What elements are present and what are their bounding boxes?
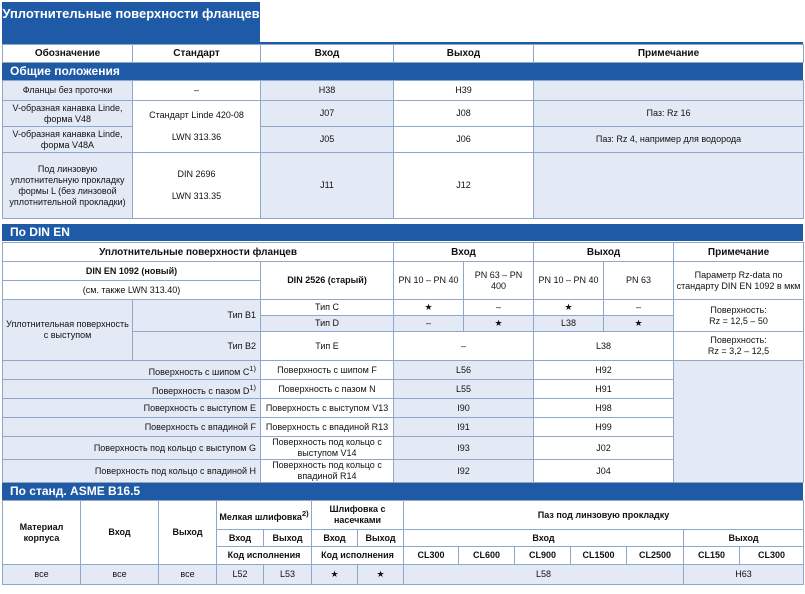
table-cell: I92 bbox=[394, 460, 534, 483]
footnote-mark: 1) bbox=[249, 363, 256, 373]
col-header-note: Примечание bbox=[534, 45, 804, 63]
table-cell: J04 bbox=[534, 460, 674, 483]
table-row-label: Поверхность с впадиной F bbox=[3, 418, 261, 437]
fine-label: Мелкая шлифовка bbox=[219, 511, 302, 522]
class-cl900: CL900 bbox=[515, 547, 571, 565]
page-title: Уплотнительные поверхности фланцев bbox=[2, 2, 260, 42]
table-cell: H92 bbox=[534, 361, 674, 380]
section-general: Общие положения bbox=[2, 63, 803, 80]
rz-value: Rz = 3,2 – 12,5 bbox=[707, 346, 770, 356]
table-cell: L56 bbox=[394, 361, 534, 380]
class-cl2500: CL2500 bbox=[627, 547, 684, 565]
type-b2: Тип B2 bbox=[133, 332, 261, 361]
table-cell: Паз: Rz 16 bbox=[534, 101, 804, 127]
star-cell: ★ bbox=[394, 300, 464, 316]
header-surfaces: Уплотнительные поверхности фланцев bbox=[3, 243, 394, 262]
table-cell: Поверхность с пазом N bbox=[261, 380, 394, 399]
table-cell: J06 bbox=[394, 127, 534, 153]
table-cell: Паз: Rz 4, например для водорода bbox=[534, 127, 804, 153]
pn-in-1: PN 10 – PN 40 bbox=[394, 262, 464, 300]
header-fine-grinding bbox=[217, 501, 312, 530]
standard-linde: Стандарт Linde 420-08 bbox=[149, 110, 244, 120]
table-cell bbox=[534, 153, 804, 219]
star-cell: ★ bbox=[604, 316, 674, 332]
type-d: Тип D bbox=[261, 316, 394, 332]
pn-in-2: PN 63 – PN 400 bbox=[464, 262, 534, 300]
section-asme: По станд. ASME B16.5 bbox=[2, 483, 803, 500]
header-lens-groove: Паз под линзовую прокладку bbox=[404, 501, 804, 530]
header-inlet: Вход bbox=[394, 243, 534, 262]
footnote-mark: 2) bbox=[301, 508, 309, 518]
rz-note-2 bbox=[674, 332, 804, 361]
asme-table bbox=[2, 500, 804, 585]
star-cell: ★ bbox=[534, 300, 604, 316]
table-cell: L52 bbox=[217, 565, 264, 585]
table-cell bbox=[133, 101, 261, 153]
table-cell: Поверхность с шипом F bbox=[261, 361, 394, 380]
rz-value: Rz = 12,5 – 50 bbox=[709, 315, 768, 326]
sub-inlet: Вход bbox=[217, 530, 264, 547]
table-cell bbox=[674, 361, 804, 483]
table-cell: L55 bbox=[394, 380, 534, 399]
table-cell: L38 bbox=[534, 332, 674, 361]
star-cell: ★ bbox=[464, 316, 534, 332]
standard-lwn: LWN 313.36 bbox=[171, 132, 222, 142]
col-header-designation: Обозначение bbox=[3, 45, 133, 63]
table-cell: V-образная канавка Linde, форма V48 bbox=[3, 101, 133, 127]
table-row-label bbox=[3, 380, 261, 399]
col-header-outlet: Выход bbox=[394, 45, 534, 63]
star-cell: ★ bbox=[358, 565, 404, 585]
table-cell: J07 bbox=[261, 101, 394, 127]
code-label: Код исполнения bbox=[312, 547, 404, 565]
din-old-label: DIN 2526 (старый) bbox=[261, 262, 394, 300]
rz-note-1 bbox=[674, 300, 804, 332]
table-cell: Поверхность под кольцо с выступом V14 bbox=[261, 437, 394, 460]
header-outlet: Выход bbox=[534, 243, 674, 262]
class-cl300-out: CL300 bbox=[740, 547, 804, 565]
table-cell: – bbox=[394, 316, 464, 332]
table-cell: все bbox=[81, 565, 159, 585]
type-e: Тип E bbox=[261, 332, 394, 361]
table-cell: H63 bbox=[684, 565, 804, 585]
header-outlet: Выход bbox=[159, 501, 217, 565]
table-cell: J12 bbox=[394, 153, 534, 219]
din-new-label: DIN EN 1092 (новый) bbox=[3, 262, 261, 281]
class-cl150: CL150 bbox=[684, 547, 740, 565]
table-cell: – bbox=[604, 300, 674, 316]
star-cell: ★ bbox=[312, 565, 358, 585]
row-label: Поверхность с пазом D bbox=[151, 385, 250, 396]
standard-lwn: LWN 313.35 bbox=[171, 191, 222, 201]
rz-label: Поверхность: bbox=[710, 304, 767, 315]
table-cell: H38 bbox=[261, 81, 394, 101]
footnote-mark: 1) bbox=[249, 382, 256, 392]
code-label: Код исполнения bbox=[217, 547, 312, 565]
table-cell: – bbox=[133, 81, 261, 101]
din-en-table bbox=[2, 242, 804, 483]
header-material: Материал корпуса bbox=[3, 501, 81, 565]
table-cell: J05 bbox=[261, 127, 394, 153]
row-label: Поверхность с шипом C bbox=[148, 366, 250, 377]
table-cell: все bbox=[159, 565, 217, 585]
rz-label: Поверхность: bbox=[710, 335, 767, 345]
table-row-label: Поверхность с выступом E bbox=[3, 399, 261, 418]
class-cl600: CL600 bbox=[459, 547, 515, 565]
table-cell: H99 bbox=[534, 418, 674, 437]
table-cell: I93 bbox=[394, 437, 534, 460]
table-cell: L58 bbox=[404, 565, 684, 585]
table-cell: все bbox=[3, 565, 81, 585]
raised-face-label: Уплотнительная поверхность с выступом bbox=[3, 300, 133, 361]
lens-inlet: Вход bbox=[404, 530, 684, 547]
sub-outlet: Выход bbox=[264, 530, 312, 547]
table-cell bbox=[133, 153, 261, 219]
class-cl300: CL300 bbox=[404, 547, 459, 565]
note-head: Параметр Rz-data по стандарту DIN EN 1092 в мкм bbox=[674, 262, 804, 300]
sub-inlet: Вход bbox=[312, 530, 358, 547]
table-cell: L38 bbox=[534, 316, 604, 332]
table-cell bbox=[534, 81, 804, 101]
table-cell: I90 bbox=[394, 399, 534, 418]
table-cell: Поверхность с выступом V13 bbox=[261, 399, 394, 418]
table-row-label bbox=[3, 361, 261, 380]
table-cell: – bbox=[464, 300, 534, 316]
section-din-en: По DIN EN bbox=[2, 224, 803, 241]
standard-din: DIN 2696 bbox=[177, 169, 216, 179]
class-cl1500: CL1500 bbox=[571, 547, 627, 565]
type-b1: Тип B1 bbox=[133, 300, 261, 332]
table-cell: J11 bbox=[261, 153, 394, 219]
table-cell: J08 bbox=[394, 101, 534, 127]
din-new-sub: (см. также LWN 313.40) bbox=[3, 281, 261, 300]
table-cell: J02 bbox=[534, 437, 674, 460]
table-cell: H39 bbox=[394, 81, 534, 101]
table-cell: Поверхность под кольцо с впадиной R14 bbox=[261, 460, 394, 483]
header-inlet: Вход bbox=[81, 501, 159, 565]
header-serrated: Шлифовка с насечками bbox=[312, 501, 404, 530]
col-header-inlet: Вход bbox=[261, 45, 394, 63]
table-cell: Поверхность с впадиной R13 bbox=[261, 418, 394, 437]
table-cell: H98 bbox=[534, 399, 674, 418]
table-cell: L53 bbox=[264, 565, 312, 585]
header-note: Примечание bbox=[674, 243, 804, 262]
table-cell: – bbox=[394, 332, 534, 361]
table-cell: H91 bbox=[534, 380, 674, 399]
sub-outlet: Выход bbox=[358, 530, 404, 547]
table-cell: Фланцы без проточки bbox=[3, 81, 133, 101]
type-c: Тип C bbox=[261, 300, 394, 316]
table-row-label: Поверхность под кольцо с выступом G bbox=[3, 437, 261, 460]
table-cell: Под линзовую уплотнительную прокладку формы L (без линзовой уплотнительной прокладки) bbox=[3, 153, 133, 219]
pn-out-1: PN 10 – PN 40 bbox=[534, 262, 604, 300]
table-cell: V-образная канавка Linde, форма V48A bbox=[3, 127, 133, 153]
table-cell: I91 bbox=[394, 418, 534, 437]
table-row-label: Поверхность под кольцо с впадиной H bbox=[3, 460, 261, 483]
lens-outlet: Выход bbox=[684, 530, 804, 547]
col-header-standard: Стандарт bbox=[133, 45, 261, 63]
pn-out-2: PN 63 bbox=[604, 262, 674, 300]
